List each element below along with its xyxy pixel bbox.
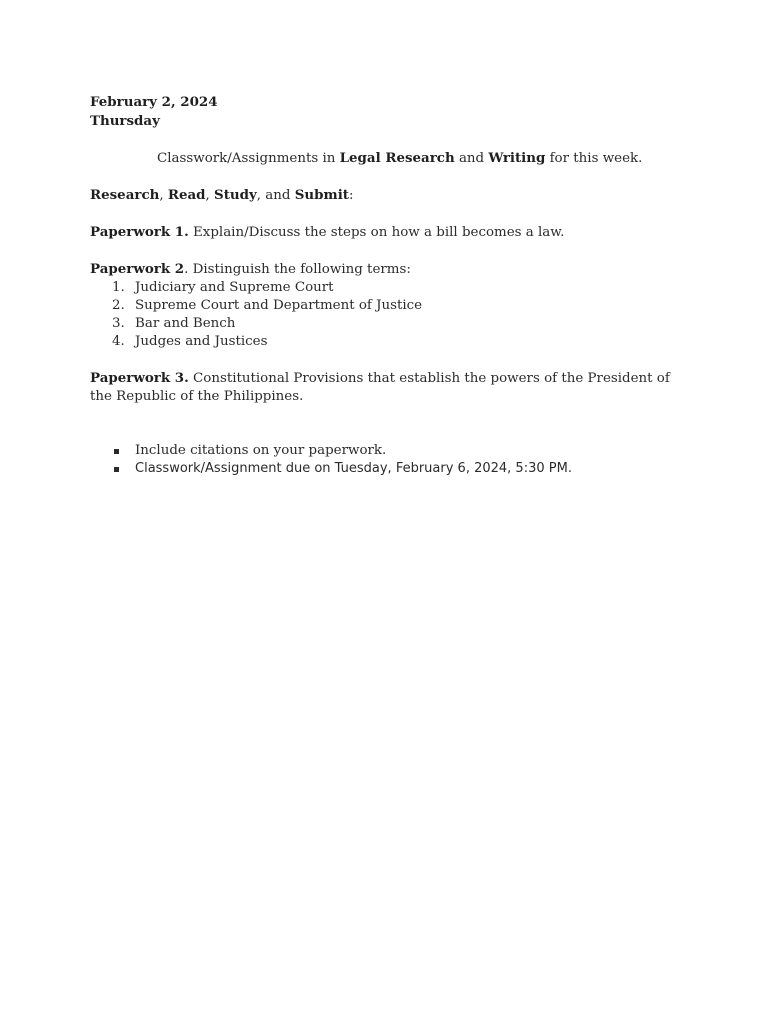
list-item: 4. Judges and Justices [112, 334, 268, 349]
paperwork-3: Paperwork 3. Constitutional Provisions that establish the powers of the President of the Republic of the Philippines. [90, 370, 670, 404]
list-item: 1. Judiciary and Supreme Court [112, 280, 334, 295]
document-page [90, 93, 690, 478]
notes-list [90, 442, 690, 478]
note-due-date: Classwork/Assignment due on Tuesday, February 6, 2024, 5:30 PM. [90, 460, 690, 478]
paperwork-2-terms-list [90, 279, 690, 351]
document-date: February 2, 2024 [90, 94, 218, 110]
square-bullet-icon [114, 449, 119, 454]
intro-line: Classwork/Assignments in Legal Research and Writing for this week. [157, 150, 643, 166]
paperwork-1: Paperwork 1. Explain/Discuss the steps on how a bill becomes a law. [90, 224, 565, 240]
paperwork-2: Paperwork 2. Distinguish the following terms: [90, 261, 411, 277]
document-day: Thursday [90, 113, 160, 129]
list-item: 2. Supreme Court and Department of Justice [112, 298, 423, 313]
note-citations: Include citations on your paperwork. [90, 442, 690, 460]
instructions-line: Research, Read, Study, and Submit: [90, 187, 354, 203]
square-bullet-icon [114, 467, 119, 472]
list-item: 3. Bar and Bench [112, 316, 236, 331]
